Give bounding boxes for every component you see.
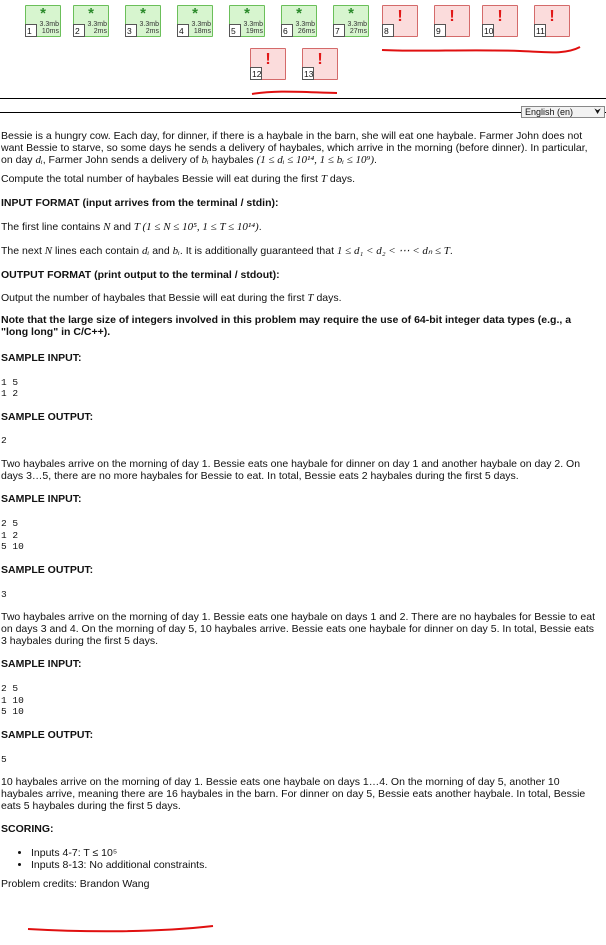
passed-star-icon: *	[140, 5, 146, 22]
test-case-number: 5	[229, 24, 241, 37]
test-case-time: 2ms	[93, 28, 107, 35]
sample-explanation: 10 haybales arrive on the morning of day 1. Bessie eats one haybale on days 1…4. On the morning of day 5, another 10 haybales arrive, meaning there are 16 haybales in the barn. For dinner on day 5, Bessie eats another haybale. In total, Bessie eats 5 haybales during the first 5 days.	[1, 776, 586, 812]
sample-input: 2 5 1 2 5 10	[1, 518, 24, 553]
test-case-time: 26ms	[297, 28, 315, 35]
red-underline-annotations	[0, 0, 606, 100]
problem-credits: Problem credits: Brandon Wang	[1, 878, 150, 891]
test-case-memory: 3.3mb	[87, 21, 107, 28]
failed-exclamation-icon: !	[317, 51, 323, 68]
test-case-number: 4	[177, 24, 189, 37]
red-underline-scoring	[0, 910, 606, 940]
test-case-number: 9	[434, 24, 446, 37]
divider-top	[0, 98, 606, 99]
sample-input-label: SAMPLE INPUT:	[1, 351, 82, 364]
sample-output: 5	[1, 753, 7, 765]
scoring-item: • Inputs 8-13: No additional constraints.	[31, 860, 601, 872]
test-case-memory: 3.3mb	[243, 21, 263, 28]
scoring-heading: SCORING:	[1, 823, 54, 836]
failed-exclamation-icon: !	[449, 8, 455, 25]
sample-output-label: SAMPLE OUTPUT:	[1, 563, 94, 576]
test-case-number: 3	[125, 24, 137, 37]
integer-size-note: Note that the large size of integers involved in this problem may require the use of 64-bit integer data types (e.g., a "long long" in C/C++).	[1, 314, 572, 338]
passed-star-icon: *	[348, 5, 354, 22]
failed-exclamation-icon: !	[497, 8, 503, 25]
language-select[interactable]	[521, 106, 605, 118]
test-case-number: 11	[536, 26, 545, 36]
sample-output-label: SAMPLE OUTPUT:	[1, 728, 94, 741]
sample-input-label: SAMPLE INPUT:	[1, 658, 82, 671]
test-case-number: 13	[304, 69, 314, 79]
test-case-time: 2ms	[145, 28, 159, 35]
passed-star-icon: *	[88, 5, 94, 22]
output-format-heading: OUTPUT FORMAT (print output to the terminal / stdout):	[1, 268, 280, 281]
problem-intro: Bessie is a hungry cow. Each day, for dinner, if there is a haybale in the barn, she will eat one haybale. Farmer John does not want Bessie to starve, so some days he sends a delivery of haybales, which arrive in the morning (before dinner). In particular, on day dᵢ, Farmer John sends a delivery of bᵢ haybales (1 ≤ dᵢ ≤ 10¹⁴, 1 ≤ bᵢ ≤ 10⁹).	[1, 130, 588, 166]
passed-star-icon: *	[192, 5, 198, 22]
failed-exclamation-icon: !	[265, 51, 271, 68]
problem-statement	[1, 131, 601, 891]
test-case-number: 8	[382, 24, 394, 37]
failed-exclamation-icon: !	[397, 8, 403, 25]
sample-output-label: SAMPLE OUTPUT:	[1, 410, 94, 423]
sample-input: 2 5 1 10 5 10	[1, 683, 24, 718]
passed-star-icon: *	[40, 5, 46, 22]
sample-input: 1 5 1 2	[1, 376, 19, 400]
input-format-heading: INPUT FORMAT (input arrives from the terminal / stdin):	[1, 197, 279, 210]
test-case-memory: 3.3mb	[347, 21, 367, 28]
test-case-memory: 3.3mb	[295, 21, 315, 28]
input-format-line1: The first line contains N and T (1 ≤ N ≤ 10⁵, 1 ≤ T ≤ 10¹⁴).	[1, 220, 262, 233]
test-case-number: 1	[25, 24, 37, 37]
language-value: English (en)	[525, 107, 574, 117]
scoring-item: • Inputs 4-7: T ≤ 10⁵	[31, 848, 601, 860]
passed-star-icon: *	[244, 5, 250, 22]
divider-lang	[0, 112, 606, 113]
test-case-time: 10ms	[41, 28, 59, 35]
test-case-memory: 3.3mb	[191, 21, 211, 28]
chevron-down-icon: ⮟	[594, 107, 601, 116]
test-case-time: 18ms	[193, 28, 211, 35]
test-case-memory: 3.3mb	[139, 21, 159, 28]
sample-output: 3	[1, 588, 7, 600]
test-case-number: 10	[484, 26, 494, 36]
input-format-line2: The next N lines each contain dᵢ and bᵢ. It is additionally guaranteed that 1 ≤ d₁ < d₂ < ⋯ < dₙ ≤ T.	[1, 244, 453, 257]
test-case-number: 2	[73, 24, 85, 37]
samples-section	[1, 353, 601, 813]
output-format-text: Output the number of haybales that Bessie will eat during the first T days.	[1, 292, 342, 305]
sample-input-label: SAMPLE INPUT:	[1, 493, 82, 506]
problem-task: Compute the total number of haybales Bessie will eat during the first T days.	[1, 173, 355, 186]
test-case-time: 19ms	[245, 28, 263, 35]
test-case-number: 6	[281, 24, 293, 37]
test-case-number: 7	[333, 24, 345, 37]
test-case-memory: 3.3mb	[39, 21, 59, 28]
test-case-number: 12	[252, 69, 262, 79]
sample-explanation: Two haybales arrive on the morning of day 1. Bessie eats one haybale on days 1 and 2. There are no haybales for Bessie to eat on days 3 and 4. On the morning of day 5, 10 haybales arrive. Bessie eats one haybale for dinner on day 5. In total, Bessie eats 3 haybales during the first 5 days.	[1, 611, 596, 647]
sample-explanation: Two haybales arrive on the morning of day 1. Bessie eats one haybale for dinner on day 1 and another haybale on day 2. On days 3…5, there are no more haybales for Bessie to eat. In total, Bessie eats 2 haybales during the first 5 days.	[1, 457, 581, 482]
scoring-list	[1, 848, 601, 871]
failed-exclamation-icon: !	[549, 8, 555, 25]
passed-star-icon: *	[296, 5, 302, 22]
sample-output: 2	[1, 435, 7, 447]
test-case-time: 27ms	[349, 28, 367, 35]
